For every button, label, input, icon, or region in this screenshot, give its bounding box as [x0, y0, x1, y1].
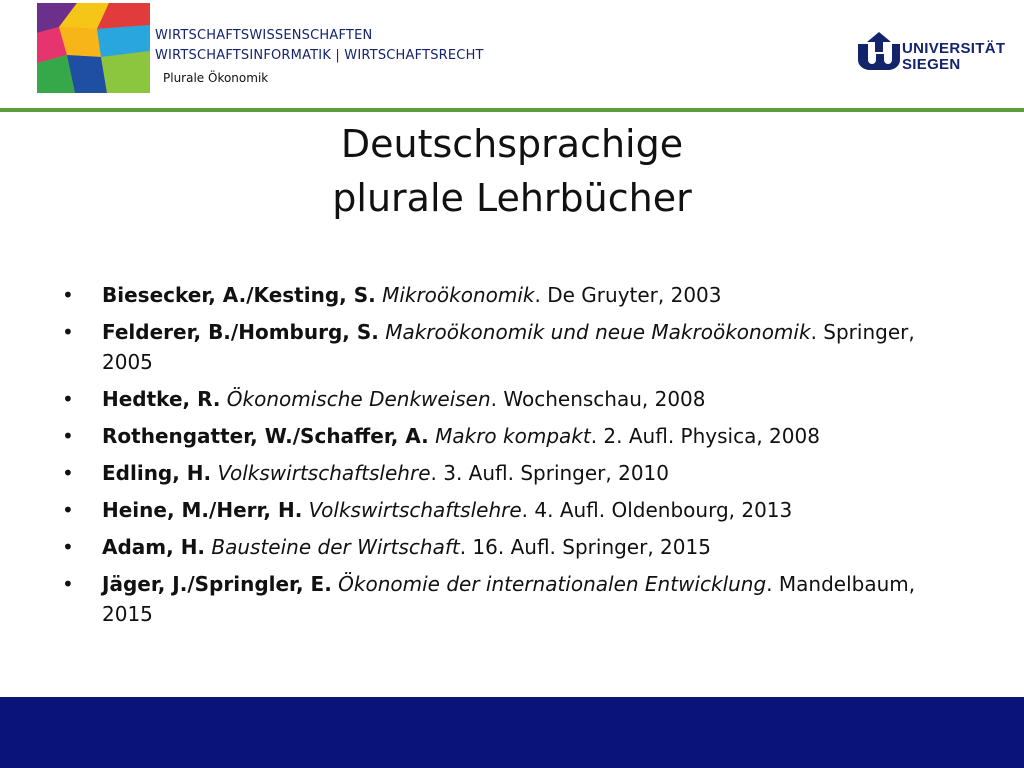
reference-publisher: . 2. Aufl. Physica, 2008 — [590, 424, 820, 448]
reference-title: Volkswirtschaftslehre — [308, 498, 522, 522]
reference-author: Jäger, J./Springler, E. — [102, 572, 332, 596]
reference-author: Biesecker, A./Kesting, S. — [102, 283, 376, 307]
slide-title-line-2: plurale Lehrbücher — [332, 176, 692, 220]
reference-item — [62, 280, 962, 310]
reference-author: Adam, H. — [102, 535, 206, 559]
reference-publisher: . Springer, 2005 — [102, 320, 915, 374]
reference-publisher: . De Gruyter, 2003 — [534, 283, 722, 307]
reference-author: Rothengatter, W./Schaffer, A. — [102, 424, 429, 448]
reference-title: Ökonomie der internationalen Entwicklung — [338, 572, 767, 596]
reference-list — [62, 280, 962, 636]
reference-item — [62, 317, 962, 377]
reference-title: Makroökonomik und neue Makroökonomik — [385, 320, 811, 344]
slide-title-line-1: Deutschsprachige — [340, 122, 684, 166]
reference-title: Volkswirtschaftslehre — [217, 461, 431, 485]
reference-item — [62, 569, 962, 629]
reference-publisher: . Wochenschau, 2008 — [490, 387, 706, 411]
footer-bar — [0, 697, 1024, 768]
reference-title: Ökonomische Denkweisen — [226, 387, 491, 411]
reference-publisher: . 16. Aufl. Springer, 2015 — [459, 535, 711, 559]
reference-publisher: . 4. Aufl. Oldenbourg, 2013 — [521, 498, 793, 522]
faculty-logo — [37, 3, 150, 93]
header-subtitle: Plurale Ökonomik — [163, 71, 269, 85]
department-line-2: WIRTSCHAFTSINFORMATIK | WIRTSCHAFTSRECHT — [155, 48, 484, 63]
reference-title: Makro kompakt — [435, 424, 591, 448]
reference-title: Mikroökonomik — [382, 283, 535, 307]
reference-publisher: . Mandelbaum, 2015 — [102, 572, 916, 626]
reference-author: Heine, M./Herr, H. — [102, 498, 303, 522]
bullet-icon: • — [62, 572, 74, 596]
bullet-icon: • — [62, 498, 74, 522]
bullet-icon: • — [62, 461, 74, 485]
header-divider — [0, 108, 1024, 112]
department-line-1: WIRTSCHAFTSWISSENSCHAFTEN — [155, 28, 373, 43]
reference-author: Hedtke, R. — [102, 387, 221, 411]
reference-item — [62, 384, 962, 414]
bullet-icon: • — [62, 320, 74, 344]
bullet-icon: • — [62, 283, 74, 307]
bullet-icon: • — [62, 535, 74, 559]
university-logo-icon — [858, 32, 900, 70]
university-name-line-1: UNIVERSITÄT — [902, 40, 1006, 57]
reference-title: Bausteine der Wirtschaft — [211, 535, 460, 559]
bullet-icon: • — [62, 424, 74, 448]
reference-item — [62, 532, 962, 562]
reference-author: Felderer, B./Homburg, S. — [102, 320, 379, 344]
bullet-icon: • — [62, 387, 74, 411]
reference-item — [62, 458, 962, 488]
reference-author: Edling, H. — [102, 461, 212, 485]
reference-item — [62, 495, 962, 525]
reference-item — [62, 421, 962, 451]
reference-publisher: . 3. Aufl. Springer, 2010 — [430, 461, 670, 485]
university-name-line-2: SIEGEN — [902, 56, 961, 73]
